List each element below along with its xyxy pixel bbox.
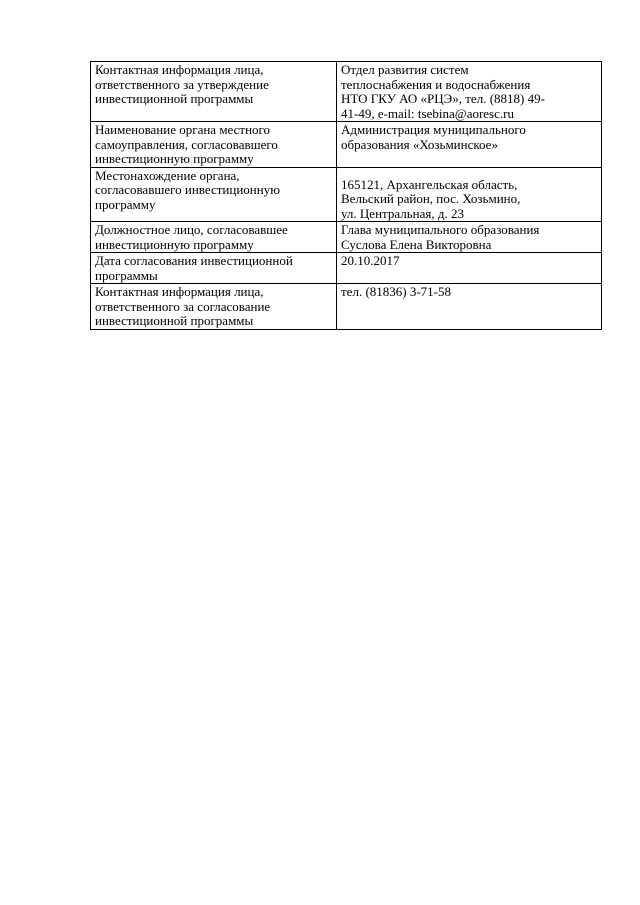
label-line: инвестиционную программу bbox=[95, 151, 254, 166]
label-line: Контактная информация лица, bbox=[95, 62, 264, 77]
value-line: Вельский район, пос. Хозьмино, bbox=[341, 191, 521, 206]
table-row bbox=[91, 253, 602, 284]
row-label bbox=[91, 62, 337, 122]
value-line: тел. (81836) 3-71-58 bbox=[341, 284, 452, 299]
table-row bbox=[91, 62, 602, 122]
label-line: согласовавшего инвестиционную bbox=[95, 182, 280, 197]
row-value bbox=[337, 253, 602, 284]
row-label bbox=[91, 167, 337, 222]
value-line: Глава муниципального образования bbox=[341, 222, 540, 237]
label-line: инвестиционную программу bbox=[95, 236, 254, 252]
value-line: образования «Хозьминское» bbox=[341, 136, 498, 152]
row-label bbox=[91, 122, 337, 168]
value-line: Отдел развития систем bbox=[341, 62, 469, 77]
value-line: НТО ГКУ АО «РЦЭ», тел. (8818) 49- bbox=[341, 91, 545, 106]
table-row bbox=[91, 284, 602, 330]
value-line: Суслова Елена Викторовна bbox=[341, 236, 492, 252]
value-line: теплоснабжения и водоснабжения bbox=[341, 76, 531, 92]
label-line: Должностное лицо, согласовавшее bbox=[95, 222, 288, 237]
table-row bbox=[91, 222, 602, 253]
table-row bbox=[91, 122, 602, 168]
label-line: ответственного за утверждение bbox=[95, 76, 269, 92]
label-line: Местонахождение органа, bbox=[95, 167, 240, 183]
row-value bbox=[337, 284, 602, 330]
value-line: 20.10.2017 bbox=[341, 253, 400, 268]
label-line: инвестиционной программы bbox=[95, 313, 254, 328]
label-line: Наименование органа местного bbox=[95, 122, 271, 137]
value-line: 41-49, e-mail: tsebina@aoresc.ru bbox=[341, 105, 514, 121]
row-label bbox=[91, 253, 337, 284]
value-line: Администрация муниципального bbox=[341, 122, 526, 137]
value-line: ул. Центральная, д. 23 bbox=[341, 205, 464, 221]
label-line: Дата согласования инвестиционной bbox=[95, 253, 293, 268]
label-line: инвестиционной программы bbox=[95, 91, 254, 106]
row-label bbox=[91, 222, 337, 253]
row-value bbox=[337, 222, 602, 253]
row-label bbox=[91, 284, 337, 330]
value-line: 165121, Архангельская область, bbox=[341, 176, 518, 192]
row-value bbox=[337, 167, 602, 222]
row-value bbox=[337, 62, 602, 122]
label-line: ответственного за согласование bbox=[95, 298, 271, 314]
approval-info-table bbox=[90, 61, 602, 330]
label-line: программы bbox=[95, 267, 158, 283]
row-value bbox=[337, 122, 602, 168]
label-line: Контактная информация лица, bbox=[95, 284, 264, 299]
label-line: самоуправления, согласовавшего bbox=[95, 136, 278, 152]
label-line: программу bbox=[95, 196, 156, 212]
table-row bbox=[91, 167, 602, 222]
